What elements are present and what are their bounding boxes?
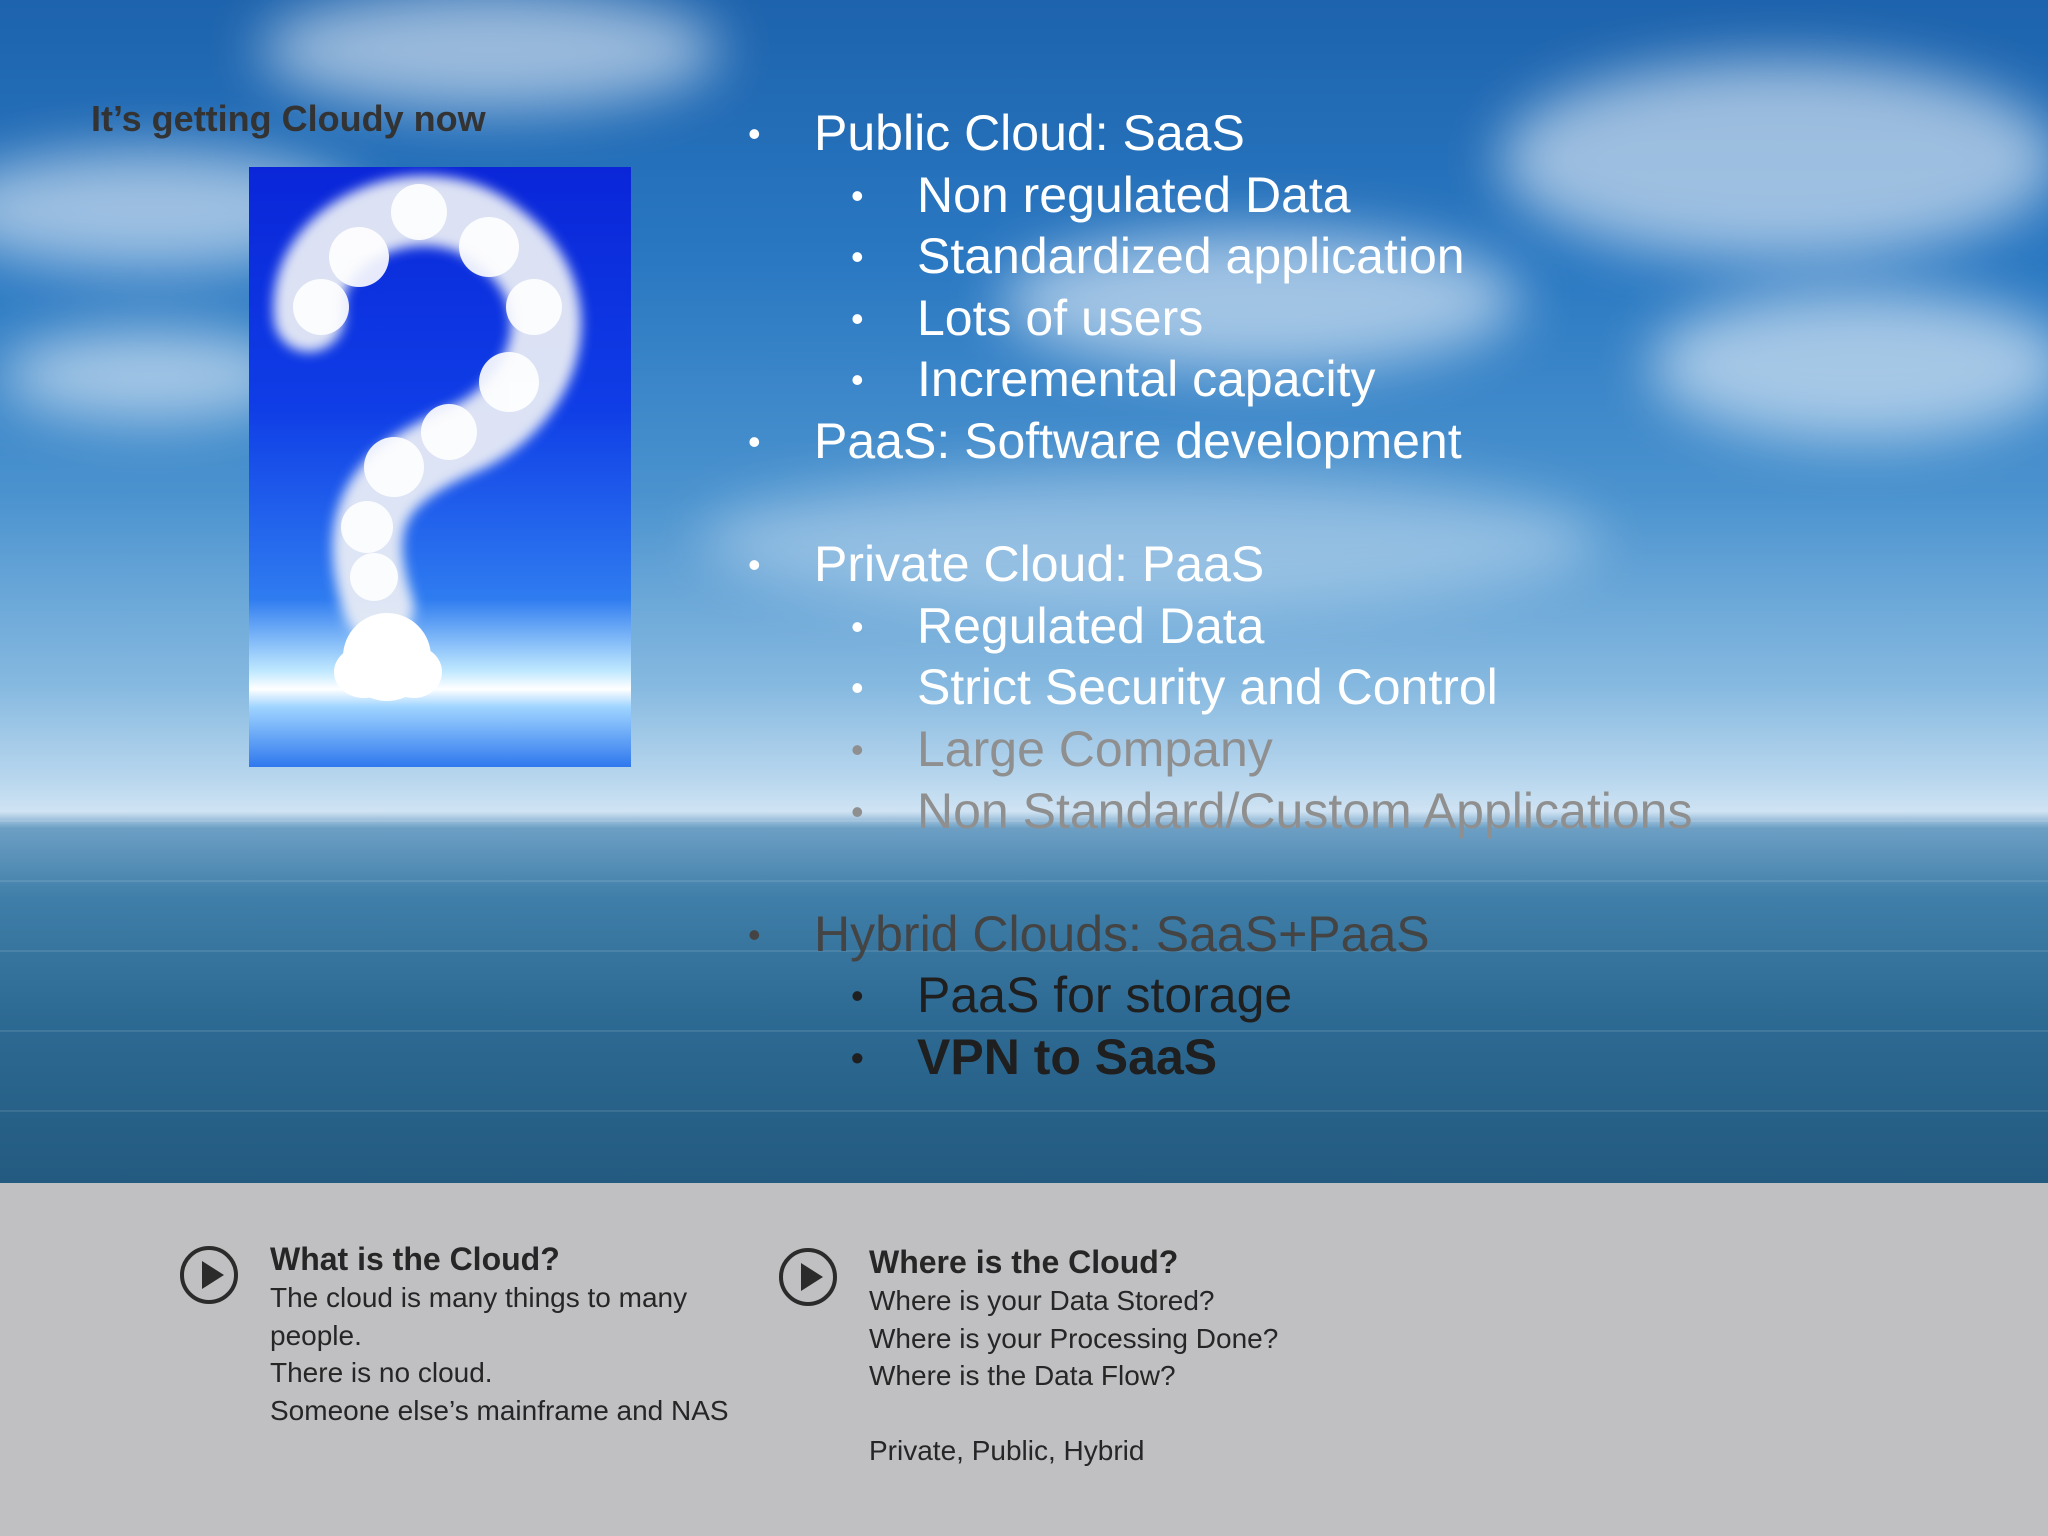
slide-title: It’s getting Cloudy now (91, 98, 486, 139)
sub-bullet-item (740, 349, 2020, 411)
where-line: Where is your Data Stored? (869, 1285, 1215, 1316)
bullet-list (740, 103, 2020, 1089)
what-is-the-cloud-note (270, 1239, 729, 1429)
bullet-dot-icon: • (748, 113, 761, 154)
sub-bullet-item (740, 719, 2020, 781)
play-circle-icon[interactable] (778, 1247, 838, 1307)
bullet-text: Lots of users (917, 289, 1204, 346)
sub-bullet-item (740, 288, 2020, 350)
bullet-spacer (740, 473, 2020, 535)
bullet-text: Private Cloud: PaaS (814, 536, 1265, 593)
bullet-item (740, 534, 2020, 596)
bullet-text: VPN to SaaS (917, 1028, 1218, 1085)
bullet-text: Non regulated Data (917, 166, 1351, 223)
sub-bullet-item (740, 1027, 2020, 1089)
what-line: people. (270, 1319, 362, 1351)
what-line: The cloud is many things to many (270, 1282, 688, 1313)
bullet-item (740, 411, 2020, 473)
bullet-text: Standardized application (917, 228, 1465, 285)
bullet-dot-icon: • (851, 605, 864, 647)
sub-bullet-item (740, 965, 2020, 1027)
sub-bullet-item (740, 781, 2020, 843)
bullet-dot-icon: • (851, 174, 864, 216)
where-heading: Where is the Cloud? (869, 1244, 1179, 1280)
bullet-text: Public Cloud: SaaS (814, 105, 1245, 161)
what-line: Someone else’s mainframe and NAS (270, 1394, 729, 1426)
bullet-text: Regulated Data (917, 597, 1265, 654)
where-is-the-cloud-note (869, 1242, 1278, 1470)
where-line: Where is the Data Flow? (869, 1360, 1176, 1391)
play-circle-icon[interactable] (179, 1245, 239, 1305)
bullet-text: Non Standard/Custom Applications (917, 782, 1693, 839)
notes-band (0, 1183, 2048, 1536)
sub-bullet-item (740, 226, 2020, 288)
bullet-dot-icon: • (851, 790, 864, 832)
bullet-text: Large Company (917, 720, 1273, 777)
bullet-text: Strict Security and Control (917, 659, 1498, 716)
where-line: Private, Public, Hybrid (869, 1435, 1145, 1466)
bullet-text: PaaS for storage (917, 967, 1293, 1024)
bullet-dot-icon: • (851, 667, 864, 709)
bullet-item (740, 904, 2020, 966)
background-cloud (260, 0, 720, 110)
where-line: Where is your Processing Done? (869, 1322, 1279, 1354)
bullet-text: PaaS: Software development (814, 412, 1462, 469)
bullet-dot-icon: • (851, 236, 864, 278)
bullet-dot-icon: • (748, 420, 761, 462)
sea-ripple (0, 1110, 2048, 1112)
bullet-dot-icon: • (851, 297, 864, 339)
bullet-item (740, 103, 2020, 165)
where-line-blank (869, 1395, 1278, 1433)
bullet-dot-icon: • (851, 1036, 864, 1078)
sub-bullet-item (740, 657, 2020, 719)
question-mark-cloud-icon (249, 167, 631, 767)
sub-bullet-item (740, 165, 2020, 227)
sub-bullet-item (740, 596, 2020, 658)
what-line: There is no cloud. (270, 1357, 493, 1388)
bullet-text: Hybrid Clouds: SaaS+PaaS (814, 905, 1430, 962)
what-heading: What is the Cloud? (270, 1241, 560, 1277)
bullet-spacer (740, 842, 2020, 904)
question-mark-cloud-image (249, 167, 631, 767)
bullet-text: Incremental capacity (917, 351, 1376, 408)
bullet-dot-icon: • (851, 975, 864, 1017)
bullet-dot-icon: • (748, 544, 761, 586)
bullet-dot-icon: • (851, 728, 864, 770)
bullet-dot-icon: • (748, 913, 761, 955)
bullet-dot-icon: • (851, 359, 864, 401)
